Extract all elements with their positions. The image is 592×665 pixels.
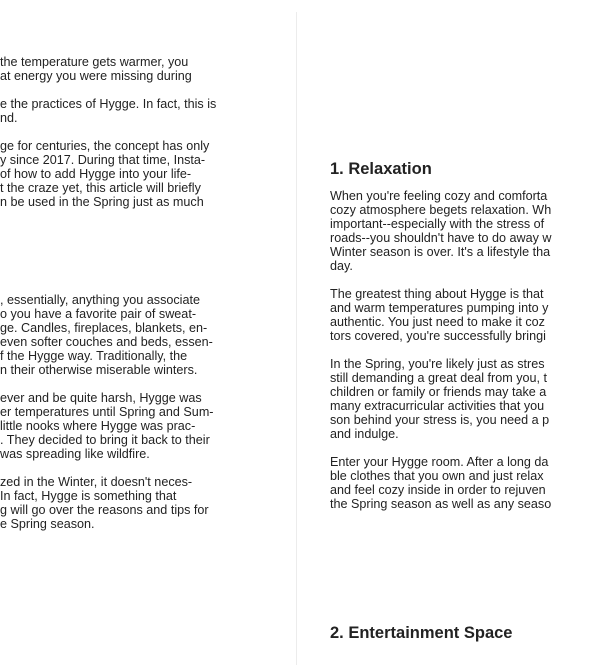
text-line: roads--you shouldn't have to do away w xyxy=(330,231,552,245)
text-line: y since 2017. During that time, Insta- xyxy=(0,153,206,167)
right-page-text xyxy=(330,159,552,525)
text-line: nd. xyxy=(0,111,18,125)
text-line: n their otherwise miserable winters. xyxy=(0,363,198,377)
section-heading-relaxation: 1. Relaxation xyxy=(330,160,432,178)
text-line: and feel cozy inside in order to rejuven xyxy=(330,483,546,497)
text-line: ge for centuries, the concept has only xyxy=(0,139,210,153)
text-line: and indulge. xyxy=(330,427,399,441)
text-line: little nooks where Hygge was prac- xyxy=(0,419,196,433)
text-line: e Spring season. xyxy=(0,517,95,531)
left-paragraph xyxy=(0,139,216,209)
text-line: , essentially, anything you associate xyxy=(0,293,200,307)
text-line: n be used in the Spring just as much xyxy=(0,195,204,209)
text-line: In fact, Hygge is something that xyxy=(0,489,177,503)
left-paragraph xyxy=(0,293,216,377)
text-line: er temperatures until Spring and Sum- xyxy=(0,405,214,419)
text-line: g will go over the reasons and tips for xyxy=(0,503,209,517)
right-paragraph xyxy=(330,287,552,343)
text-line: children or family or friends may take a xyxy=(330,385,547,399)
right-paragraph xyxy=(330,455,552,511)
text-line: of how to add Hygge into your life- xyxy=(0,167,192,181)
text-line: When you're feeling cozy and comforta xyxy=(330,189,548,203)
text-line: day. xyxy=(330,259,353,273)
text-line: important--especially with the stress of xyxy=(330,217,545,231)
left-paragraph xyxy=(0,97,216,125)
text-line: the temperature gets warmer, you xyxy=(0,55,189,69)
text-line: tors covered, you're successfully bringi xyxy=(330,329,546,343)
text-line: t the craze yet, this article will briefly xyxy=(0,181,201,195)
page-divider xyxy=(296,12,297,665)
left-paragraph xyxy=(0,391,216,461)
text-line: the Spring season as well as any seaso xyxy=(330,497,552,511)
text-line: was spreading like wildfire. xyxy=(0,447,150,461)
text-line: authentic. You just need to make it coz xyxy=(330,315,545,329)
text-line: Enter your Hygge room. After a long da xyxy=(330,455,549,469)
text-line: many extracurricular activities that you xyxy=(330,399,545,413)
section-heading-entertainment-space: 2. Entertainment Space xyxy=(330,624,513,642)
text-line: at energy you were missing during xyxy=(0,69,192,83)
right-paragraph xyxy=(330,189,552,273)
left-paragraph xyxy=(0,55,216,83)
left-paragraph xyxy=(0,475,216,531)
text-line: . They decided to bring it back to their xyxy=(0,433,210,447)
text-line: o you have a favorite pair of sweat- xyxy=(0,307,197,321)
right-paragraph xyxy=(330,357,552,441)
text-line: ge. Candles, fireplaces, blankets, en- xyxy=(0,321,208,335)
text-line: even softer couches and beds, essen- xyxy=(0,335,213,349)
text-line: still demanding a great deal from you, t xyxy=(330,371,548,385)
text-line: e the practices of Hygge. In fact, this is xyxy=(0,97,217,111)
text-line: In the Spring, you're likely just as stres xyxy=(330,357,545,371)
text-line: zed in the Winter, it doesn't neces- xyxy=(0,475,193,489)
text-line: f the Hygge way. Traditionally, the xyxy=(0,349,188,363)
text-line: ble clothes that you own and just relax xyxy=(330,469,544,483)
text-line: and warm temperatures pumping into y xyxy=(330,301,549,315)
text-line: ever and be quite harsh, Hygge was xyxy=(0,391,202,405)
left-page-text xyxy=(0,55,216,545)
text-line: The greatest thing about Hygge is that xyxy=(330,287,544,301)
text-line: cozy atmosphere begets relaxation. Wh xyxy=(330,203,552,217)
text-line: son behind your stress is, you need a p xyxy=(330,413,550,427)
text-line: Winter season is over. It's a lifestyle tha xyxy=(330,245,551,259)
